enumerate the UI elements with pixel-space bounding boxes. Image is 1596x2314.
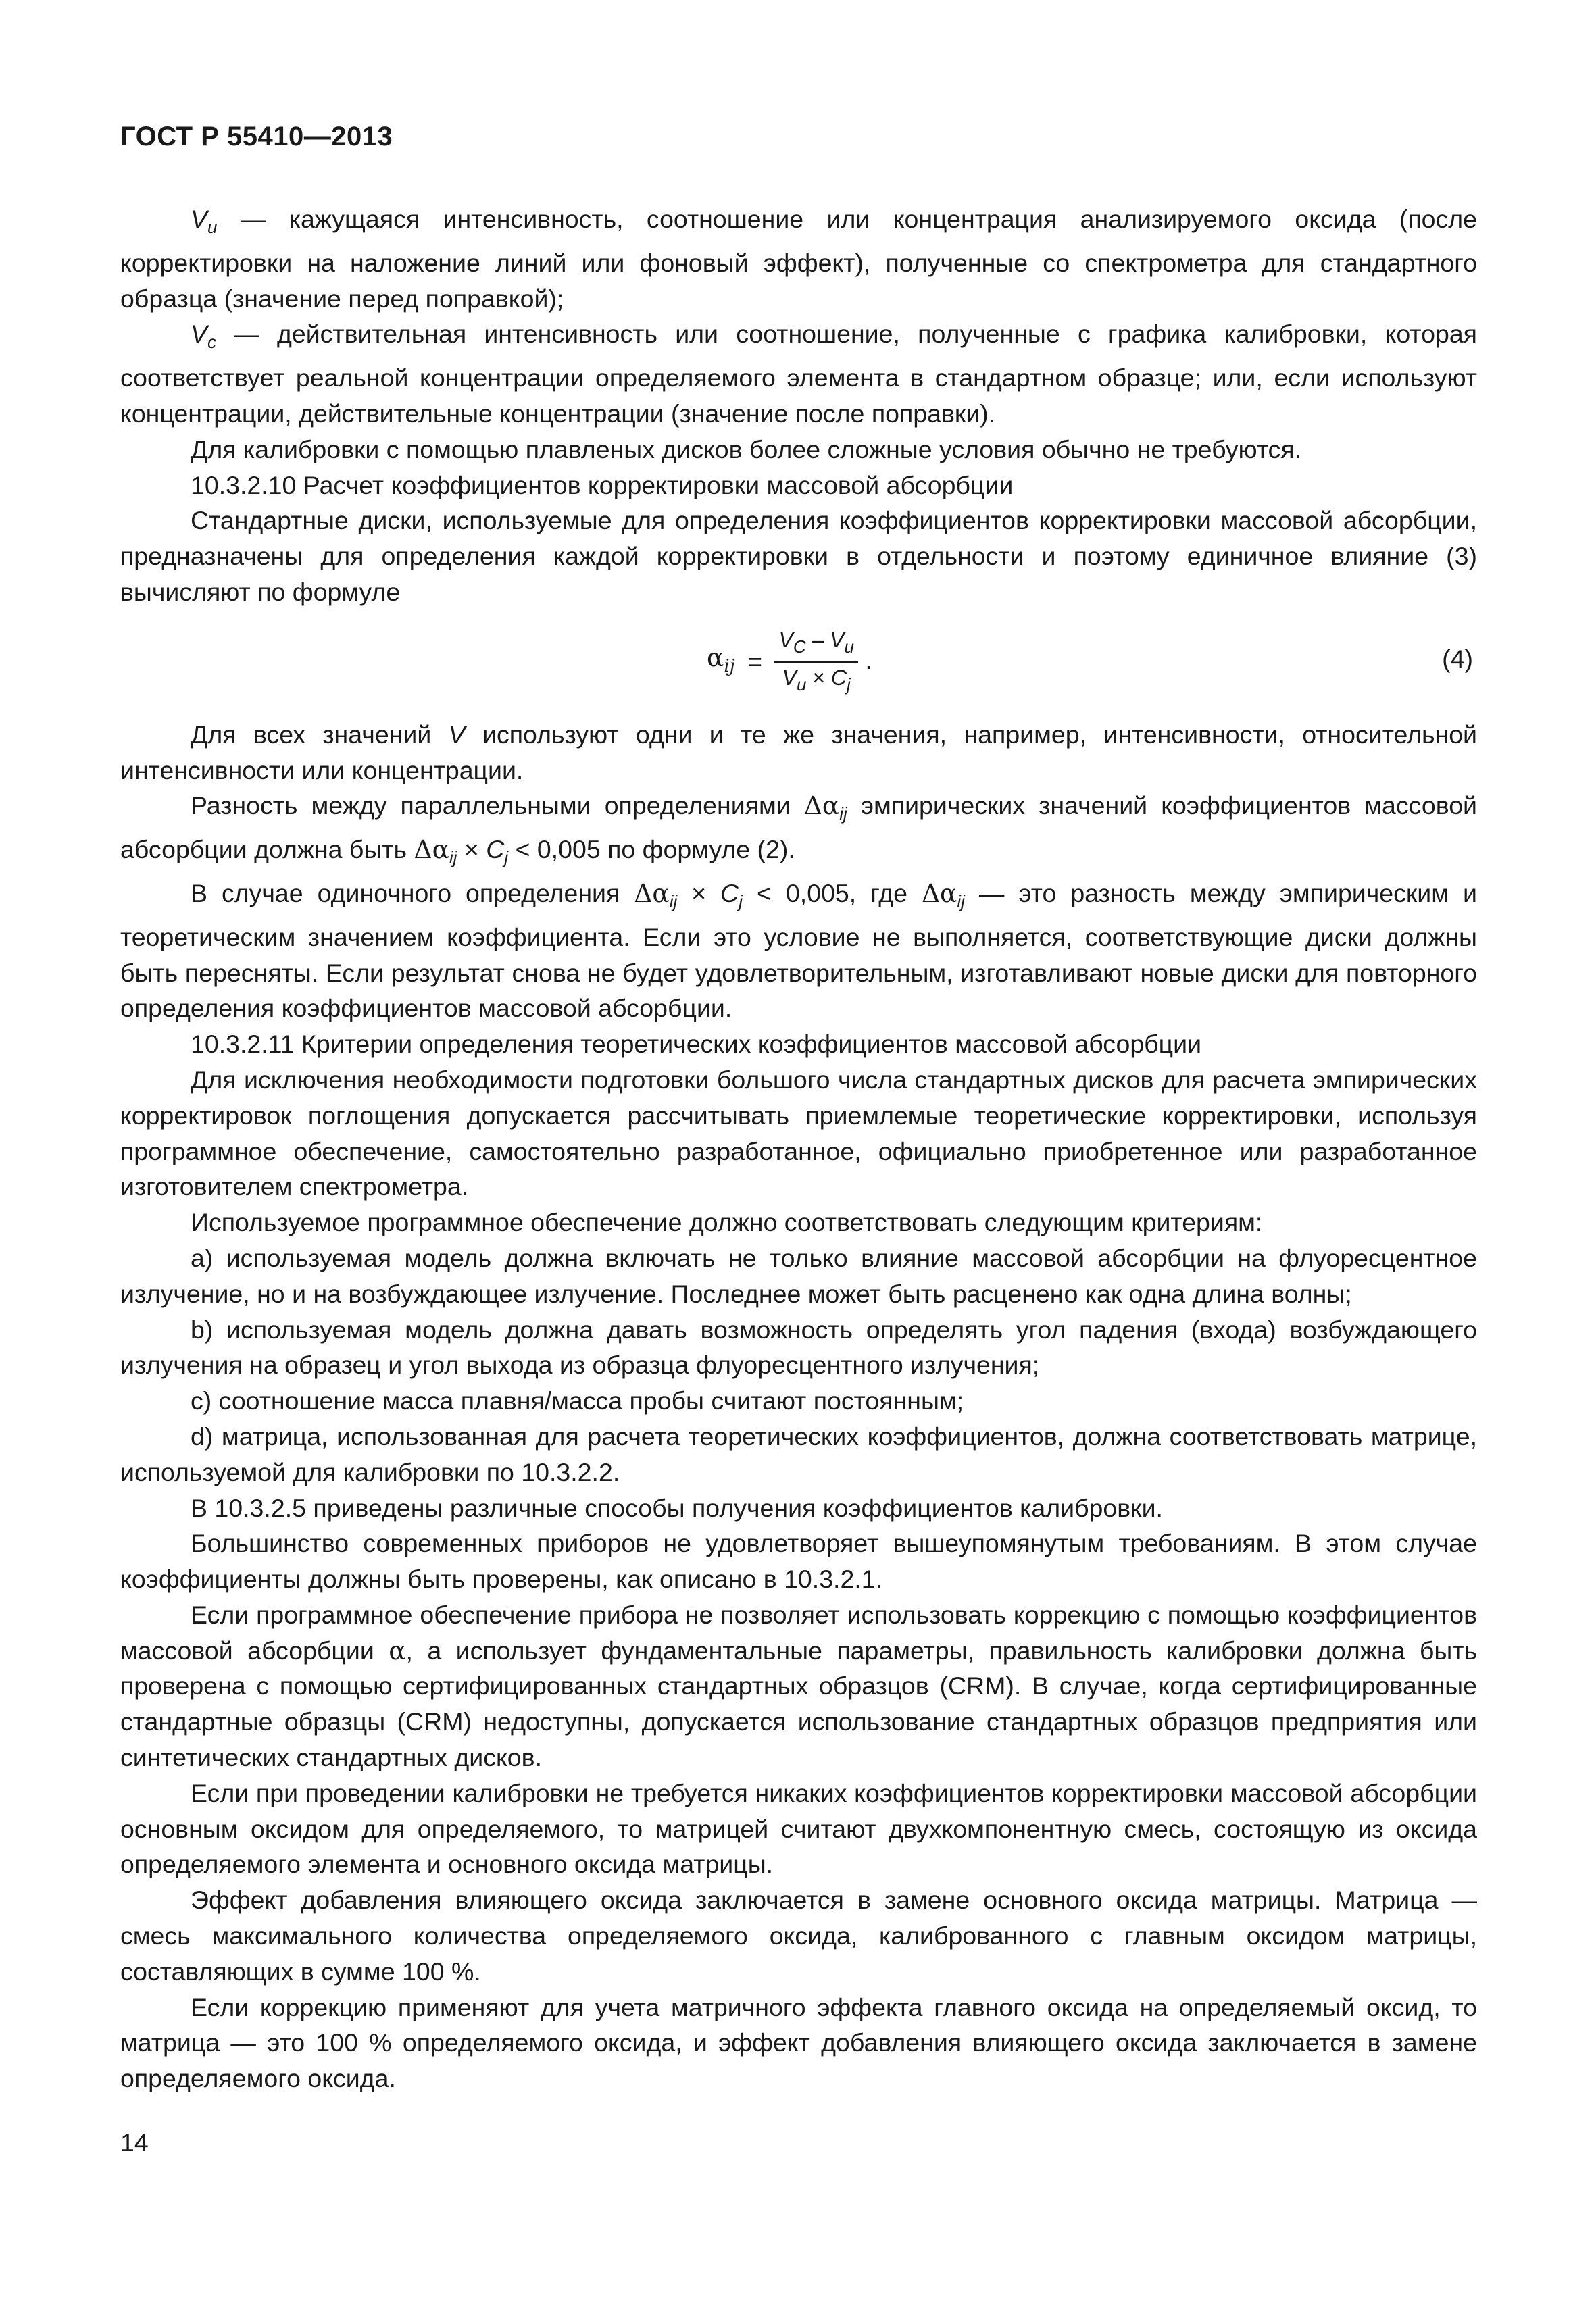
section-heading-10-3-2-11: 10.3.2.11 Критерии определения теоретических коэффициентов массовой абсорбции [191, 1030, 1202, 1059]
delta-alpha-symbol: Δα [803, 790, 840, 821]
alpha-symbol: α [707, 642, 724, 672]
fraction-numerator [774, 626, 858, 663]
paragraph-software-criteria: Используемое программное обеспечение должно соответствовать следующим критериям: [191, 1208, 1263, 1237]
paragraph-all-values [120, 717, 1477, 788]
operator: × [806, 665, 831, 690]
text-run: Если программное обеспечение прибора не позволяет использовать коррекцию с помощью коэффициентов массовой абсорбции [120, 1600, 1477, 1665]
symbol-v: V [778, 627, 793, 652]
symbol-v: V [830, 627, 845, 652]
paragraph-single-determination [120, 876, 1477, 1026]
paragraph-fused-discs: Для калибровки с помощью плавленых дисков более сложные условия обычно не требуются. [191, 434, 1302, 463]
list-item-c: c) соотношение масса плавня/масса пробы считают постоянным; [191, 1386, 964, 1415]
equals-sign: = [747, 647, 763, 676]
symbol-v: V [782, 665, 797, 690]
formula-expression [707, 626, 872, 698]
subscript: ij [724, 655, 735, 676]
list-item-d: d) матрица, использованная для расчета теоретических коэффициентов, должна соответствовать матрице, используемой для калибровки по 10.3.2.2. [120, 1422, 1477, 1486]
symbol-c: C [486, 835, 505, 864]
subscript: j [504, 847, 509, 868]
times-symbol: × [677, 878, 721, 907]
subscript: j [847, 674, 851, 695]
fraction [774, 626, 858, 698]
list-item-a: a) используемая модель должна включать не только влияние массовой абсорбции на флуоресцентное излучение, но и на возбуждающее излучение. Последнее может быть расценено как одна длина волны; [120, 1243, 1477, 1308]
symbol-v: V [448, 720, 466, 749]
paragraph-exclusion: Для исключения необходимости подготовки большого числа стандартных дисков для расчета эмпирических корректировок поглощения допускается рассчитывать приемлемые теоретические корректировки, используя программное обеспечение, самостоятельно разработанное, официально приобретенное или разработанное изготовителем спектрометра. [120, 1065, 1477, 1201]
list-item-b: b) используемая модель должна давать возможность определять угол падения (входа) возбуждающего излучения на образец и угол выхода из образца флуоресцентного излучения; [120, 1315, 1477, 1380]
subscript: u [844, 636, 854, 657]
formula-4 [120, 620, 1477, 705]
formula-lhs [707, 640, 735, 684]
operator: – [805, 627, 830, 652]
symbol-c: C [720, 878, 739, 907]
paragraph-parallel-difference [120, 788, 1477, 876]
delta-alpha-symbol: Δα [921, 878, 957, 908]
document-header: ГОСТ Р 55410—2013 [120, 122, 393, 151]
subscript: j [739, 890, 743, 911]
text-run: — это разность между эмпирическим и теоретическим значением коэффициента. Если это условие не выполняется, соответствующие диски должны быть пересняты. Если результат снова не будет удовлетворительным, изготавливают новые диски для повторного определения коэффициентов массовой абсорбции. [120, 878, 1477, 1023]
text-run: , а использует фундаментальные параметры, правильность калибровки должна быть проверена с помощью сертифицированных стандартных образцов (CRM). В случае, когда сертифицированные стандартные образцы (CRM) недоступны, допускается использование стандартных образцов предприятия или синтетических стандартных дисков. [120, 1636, 1477, 1772]
delta-alpha-symbol: Δα [414, 834, 449, 865]
subscript: ij [839, 803, 847, 824]
paragraph-standard-discs: Стандартные диски, используемые для определения коэффициентов корректировки массовой абсорбции, предназначены для определения каждой корректировки в отдельности и поэтому единичное влияние (3) вычисляют по формуле [120, 506, 1477, 606]
text-run: используют одни и те же значения, например, интенсивности, относительной интенсивности или концентрации. [120, 720, 1477, 784]
definition-text: — действительная интенсивность или соотношение, полученные с графика калибровки, которая соответствует реальной концентрации определяемого элемента в стандартном образце; или, если используют концентрации, действительные концентрации (значение после поправки). [120, 320, 1477, 428]
text-run: эмпирических значений коэффициентов массовой абсорбции должна быть [120, 791, 1477, 864]
times-symbol: × [457, 835, 487, 864]
text-run: В случае одиночного определения [191, 878, 634, 907]
definition-text: — кажущаяся интенсивность, соотношение или концентрация анализируемого оксида (после корректировки на наложение линий или фоновый эффект), полученные со спектрометра для стандартного образца (значение перед поправкой); [120, 205, 1477, 313]
symbol-c: C [830, 665, 847, 690]
subscript: C [793, 636, 806, 657]
subscript: u [207, 217, 218, 237]
document-body [120, 201, 1477, 2096]
definition-vc [120, 316, 1477, 431]
section-heading-10-3-2-10: 10.3.2.10 Расчет коэффициентов корректировки массовой абсорбции [191, 470, 1014, 499]
symbol-v: V [191, 205, 208, 233]
paragraph-addition-effect: Эффект добавления влияющего оксида заключается в замене основного оксида матрицы. Матрица — смесь максимального количества определяемого оксида, калиброванного с главным оксидом матрицы, составляющих в сумме 100 %. [120, 1886, 1477, 1986]
definition-vu [120, 201, 1477, 316]
formula-tail: . [865, 645, 872, 674]
paragraph-modern-instruments: Большинство современных приборов не удовлетворяет вышеупомянутым требованиям. В этом случае коэффициенты должны быть проверены, как описано в 10.3.2.1. [120, 1529, 1477, 1594]
subscript: u [796, 674, 807, 695]
definitions-list [120, 201, 1477, 432]
text-run: < 0,005, где [743, 878, 922, 907]
text-run: Для всех значений [191, 720, 449, 749]
text-run: < 0,005 по формуле (2). [508, 835, 795, 864]
alpha-symbol: α [389, 1635, 406, 1665]
symbol-v: V [191, 320, 208, 349]
paragraph-correction: Если коррекцию применяют для учета матричного эффекта главного оксида на определяемый оксид, то матрица — это 100 % определяемого оксида, и эффект добавления влияющего оксида заключается в замене определяемого оксида. [120, 1992, 1477, 2093]
text-run: Разность между параллельными определениями [191, 791, 804, 820]
paragraph-reference: В 10.3.2.5 приведены различные способы получения коэффициентов калибровки. [191, 1493, 1163, 1522]
paragraph-binary-mixture: Если при проведении калибровки не требуется никаких коэффициентов корректировки массовой абсорбции основным оксидом для определяемого, то матрицей считают двухкомпонентную смесь, состоящую из оксида определяемого элемента и основного оксида матрицы. [120, 1778, 1477, 1879]
subscript: ij [669, 890, 678, 911]
fraction-denominator [774, 663, 858, 698]
paragraph-crm [120, 1597, 1477, 1776]
equation-number: (4) [1442, 644, 1473, 673]
subscript: c [207, 332, 217, 353]
subscript: ij [957, 890, 965, 911]
delta-alpha-symbol: Δα [634, 878, 670, 908]
subscript: ij [449, 847, 457, 868]
page-number: 14 [120, 2128, 149, 2157]
